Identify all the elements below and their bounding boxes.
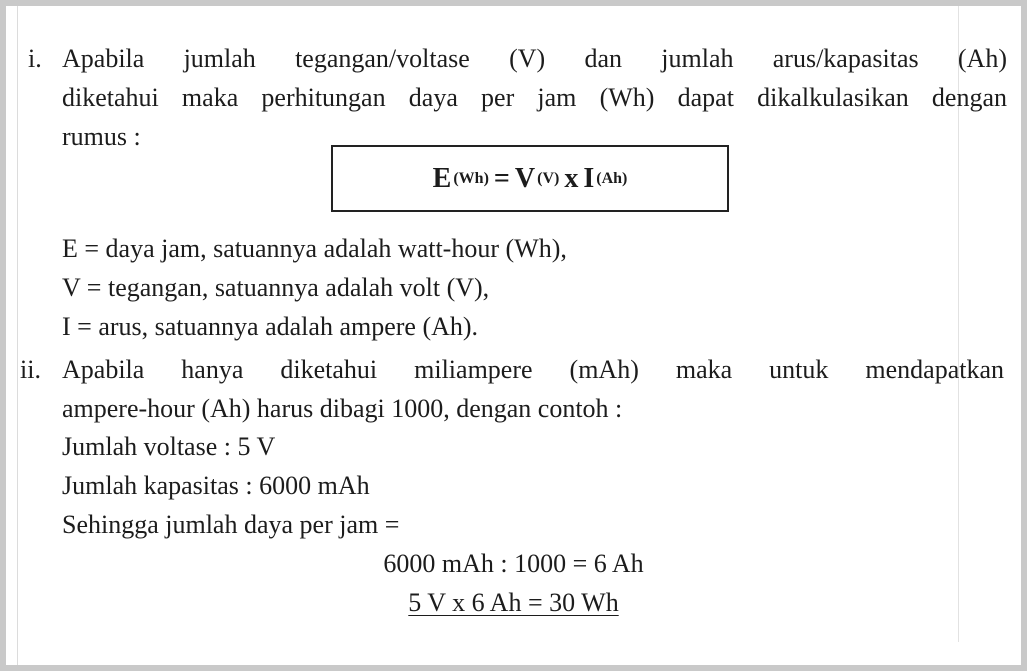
item-i-intro-line-1: Apabila jumlah tegangan/voltase (V) dan jumlah arus/kapasitas (Ah) — [62, 44, 1007, 73]
definition-v: V = tegangan, satuannya adalah volt (V), — [62, 273, 490, 302]
calc-line-result-text: 5 V x 6 Ah = 30 Wh — [408, 588, 619, 617]
item-ii-intro-line-2: ampere-hour (Ah) harus dibagi 1000, dengan contoh : — [62, 394, 623, 423]
formula-i-subscript: (Ah) — [596, 169, 628, 187]
item-ii-marker: ii. — [20, 355, 41, 384]
item-ii-intro-line-1: Apabila hanya diketahui miliampere (mAh) maka untuk mendapatkan — [62, 355, 1004, 384]
document-page — [6, 6, 1021, 665]
formula-box — [331, 145, 729, 212]
item-i-intro-line-2: diketahui maka perhitungan daya per jam (Wh) dapat dikalkulasikan dengan — [62, 83, 1007, 112]
item-i-marker: i. — [28, 44, 42, 73]
formula-v-subscript: (V) — [537, 169, 560, 187]
formula-e-subscript: (Wh) — [453, 169, 489, 187]
calc-line-result — [6, 583, 1021, 622]
formula-i: I — [583, 162, 595, 194]
item-i-intro-line-3: rumus : — [62, 122, 141, 151]
example-voltase: Jumlah voltase : 5 V — [62, 432, 276, 461]
formula-equals: = — [493, 162, 510, 194]
definition-i: I = arus, satuannya adalah ampere (Ah). — [62, 312, 479, 341]
calc-line-ampere-hour: 6000 mAh : 1000 = 6 Ah — [383, 549, 644, 578]
formula-times: x — [564, 162, 579, 194]
example-daya-intro: Sehingga jumlah daya per jam = — [62, 510, 400, 539]
formula-e: E — [432, 162, 452, 194]
example-kapasitas: Jumlah kapasitas : 6000 mAh — [62, 471, 370, 500]
definition-e: E = daya jam, satuannya adalah watt-hour (Wh), — [62, 234, 567, 263]
formula-v: V — [514, 162, 536, 194]
